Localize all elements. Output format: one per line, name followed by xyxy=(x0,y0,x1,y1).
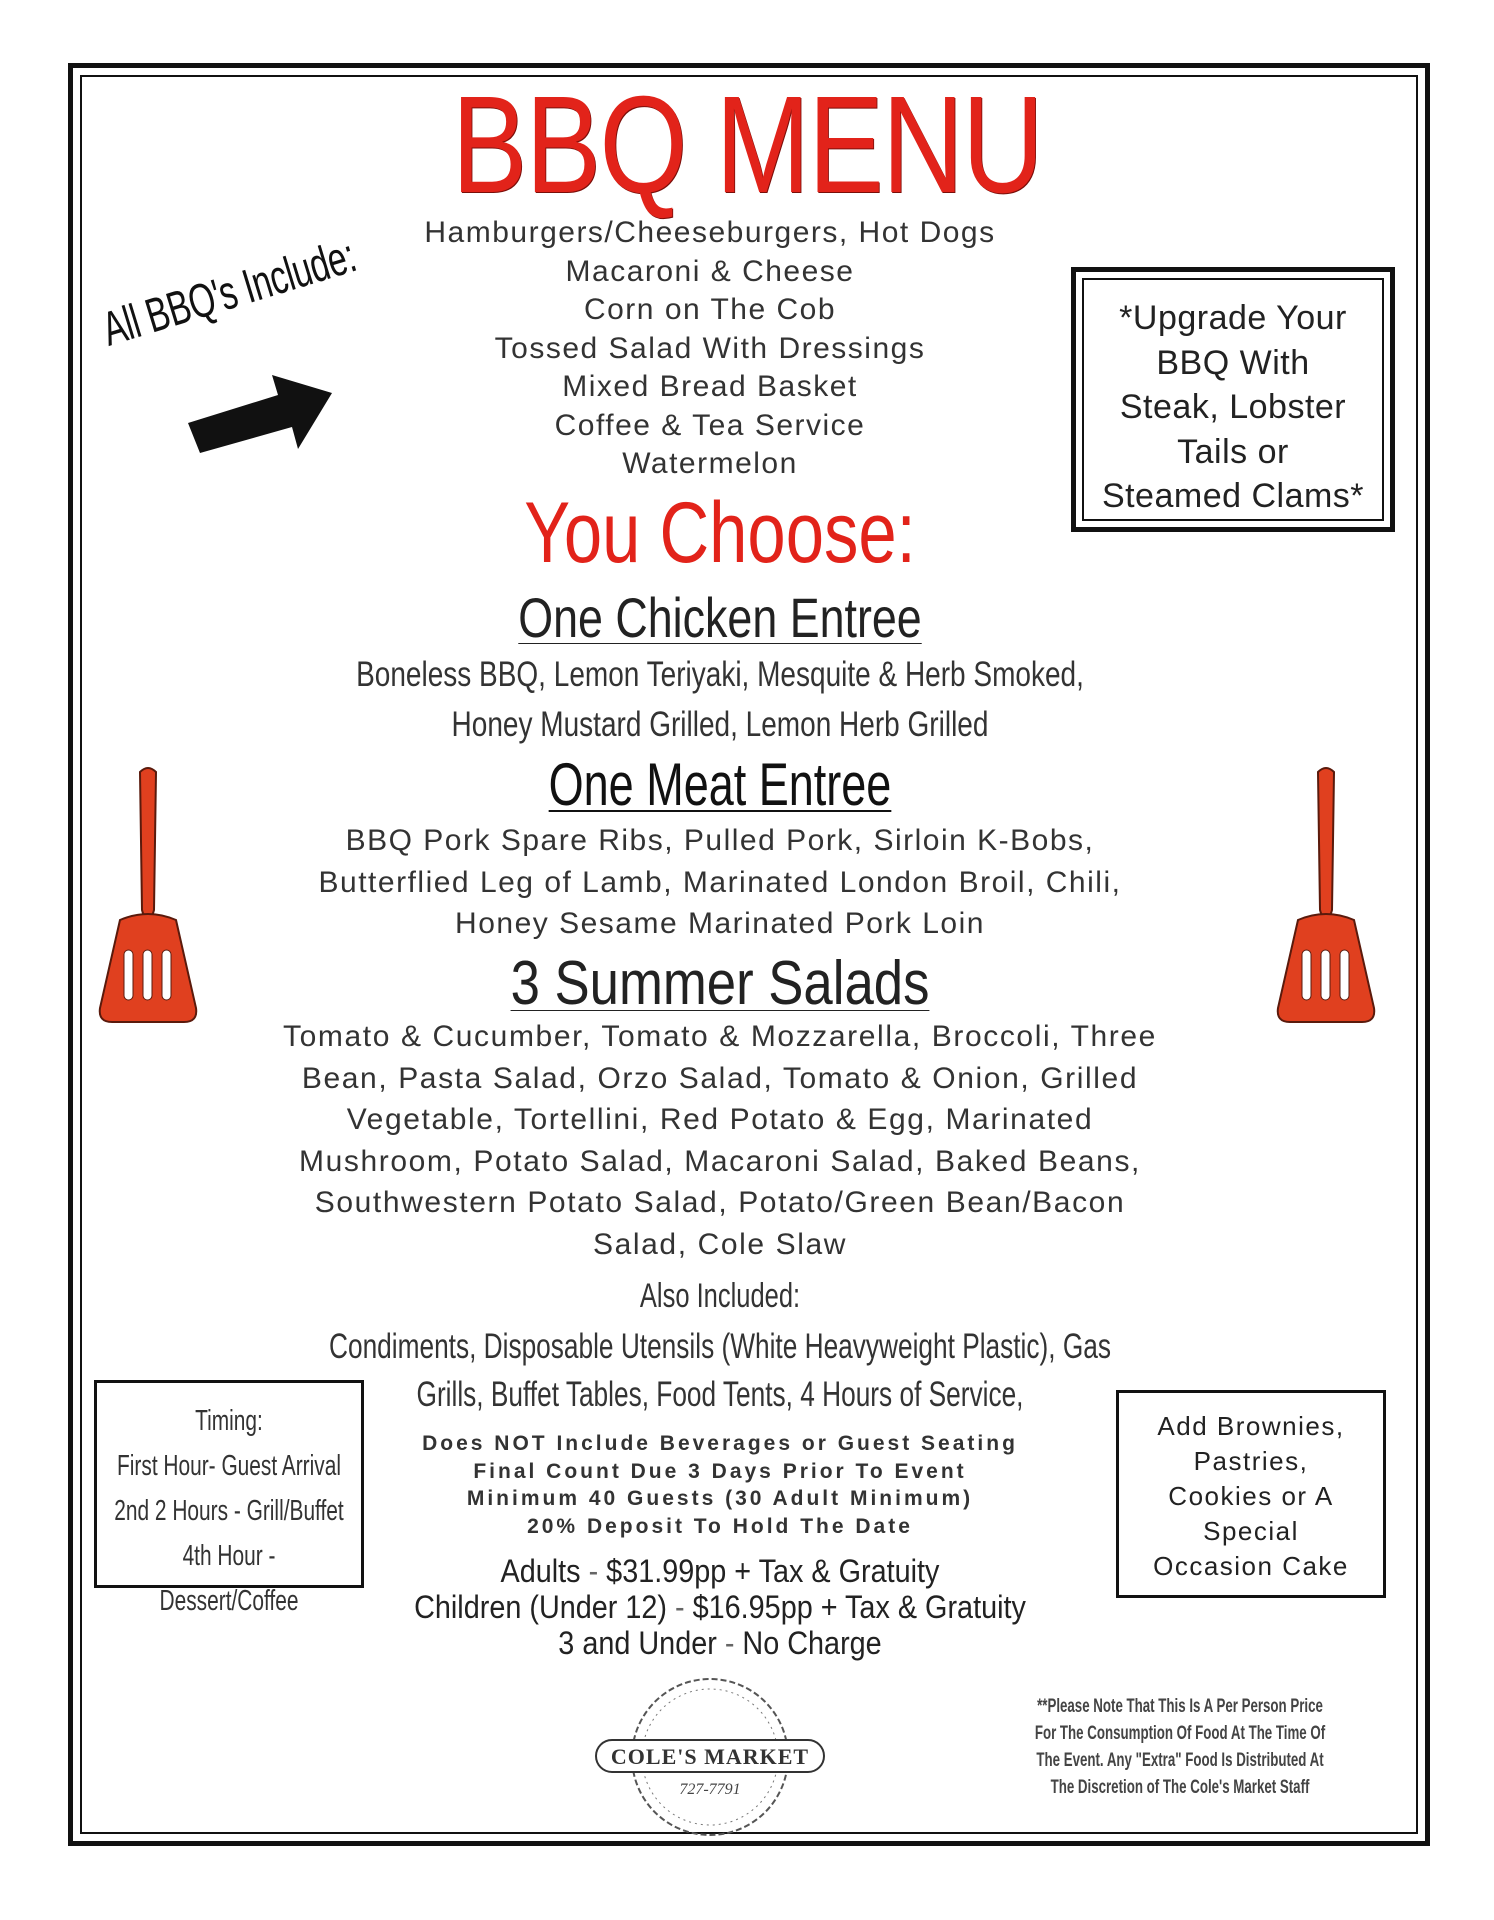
upgrade-line: Tails or xyxy=(1177,432,1289,471)
upgrade-line: Steak, Lobster xyxy=(1119,388,1347,426)
timing-line: First Hour- Guest Arrival xyxy=(117,1450,341,1482)
upgrade-line: BBQ With xyxy=(1156,343,1310,382)
include-item: Corn on The Cob xyxy=(583,293,837,326)
include-item: Macaroni & Cheese xyxy=(565,254,855,288)
salads-line: Mushroom, Potato Salad, Macaroni Salad, Baked Beans, xyxy=(299,1144,1141,1178)
timing-box xyxy=(94,1380,364,1617)
salads-line: Tomato & Cucumber, Tomato & Mozzarella, Broccoli, Three xyxy=(283,1020,1157,1053)
salads-line: Salad, Cole Slaw xyxy=(592,1227,848,1261)
separator: - xyxy=(588,1553,599,1589)
include-item: Coffee & Tea Service xyxy=(554,408,866,442)
logo-phone: 727-7791 xyxy=(679,1781,741,1798)
meat-options xyxy=(0,820,1440,945)
separator: - xyxy=(675,1589,685,1625)
upgrade-line: *Upgrade Your xyxy=(1119,299,1347,337)
menu-title: BBQ MENU xyxy=(451,68,1043,222)
note-line: The Event. Any "Extra" Food Is Distributed At xyxy=(1036,1750,1324,1771)
includes-list xyxy=(340,214,1080,484)
under3-value: No Charge xyxy=(742,1625,882,1661)
timing-title: Timing: xyxy=(195,1405,263,1437)
under3-label: 3 and Under xyxy=(558,1625,717,1661)
pricing-note xyxy=(1033,1693,1327,1801)
meat-line: Honey Sesame Marinated Pork Loin xyxy=(455,907,985,940)
store-stamp-logo xyxy=(590,1672,830,1842)
chicken-line: Honey Mustard Grilled, Lemon Herb Grilled xyxy=(451,705,989,744)
fine-print-line: 20% Deposit To Hold The Date xyxy=(527,1514,913,1538)
add-on-line: Occasion Cake xyxy=(1153,1551,1349,1581)
salads-line: Bean, Pasta Salad, Orzo Salad, Tomato & Onion, Grilled xyxy=(301,1061,1139,1095)
salads-heading: 3 Summer Salads xyxy=(510,949,930,1018)
chicken-options xyxy=(144,650,1296,750)
logo-name: COLE'S MARKET xyxy=(610,1744,810,1769)
children-price: $16.95 xyxy=(692,1589,781,1625)
meat-line: BBQ Pork Spare Ribs, Pulled Pork, Sirloin K-Bobs, xyxy=(345,824,1095,857)
add-on-line: Cookies or A xyxy=(1168,1481,1334,1511)
add-ons-box xyxy=(1116,1390,1386,1598)
note-line: **Please Note That This Is A Per Person Price xyxy=(1037,1696,1323,1717)
under3-price-row xyxy=(72,1625,1368,1661)
add-on-line: Special xyxy=(1203,1516,1299,1546)
adults-label: Adults xyxy=(500,1553,581,1589)
adults-price: $31.99 xyxy=(606,1553,695,1589)
separator: - xyxy=(724,1625,735,1661)
include-item: Hamburgers/Cheeseburgers, Hot Dogs xyxy=(424,216,996,249)
include-item: Watermelon xyxy=(622,447,798,480)
also-included-line: Grills, Buffet Tables, Food Tents, 4 Hours of Service, xyxy=(416,1375,1024,1414)
chicken-heading: One Chicken Entree xyxy=(518,586,922,649)
note-line: For The Consumption Of Food At The Time Of xyxy=(1034,1723,1326,1744)
note-line: The Discretion of The Cole's Market Staff xyxy=(1050,1777,1310,1798)
salads-line: Southwestern Potato Salad, Potato/Green Bean/Bacon xyxy=(314,1186,1126,1219)
children-suffix: pp + Tax & Gratuity xyxy=(780,1589,1026,1625)
meat-line: Butterflied Leg of Lamb, Marinated London Broil, Chili, xyxy=(318,865,1122,899)
fine-print-line: Final Count Due 3 Days Prior To Event xyxy=(473,1459,967,1483)
timing-line: 4th Hour - Dessert/Coffee xyxy=(159,1540,299,1617)
chicken-line: Boneless BBQ, Lemon Teriyaki, Mesquite & Herb Smoked, xyxy=(356,655,1084,694)
meat-heading: One Meat Entree xyxy=(548,751,892,818)
also-included-line: Condiments, Disposable Utensils (White Heavyweight Plastic), Gas xyxy=(329,1327,1111,1366)
fine-print-line: Minimum 40 Guests (30 Adult Minimum) xyxy=(466,1487,974,1510)
salads-options xyxy=(0,1016,1440,1265)
adults-suffix: pp + Tax & Gratuity xyxy=(694,1553,940,1589)
includes-label: All BBQ's Include: xyxy=(96,229,362,357)
include-item: Tossed Salad With Dressings xyxy=(494,331,926,365)
timing-line: 2nd 2 Hours - Grill/Buffet xyxy=(114,1495,344,1527)
add-on-line: Pastries, xyxy=(1193,1446,1309,1476)
add-on-line: Add Brownies, xyxy=(1157,1411,1345,1441)
upgrade-line: Steamed Clams* xyxy=(1101,477,1365,515)
children-label: Children (Under 12) xyxy=(414,1589,668,1625)
salads-line: Vegetable, Tortellini, Red Potato & Egg, Marinated xyxy=(346,1103,1094,1136)
include-item: Mixed Bread Basket xyxy=(562,370,858,403)
right-arrow-icon xyxy=(180,365,340,465)
fine-print-line: Does NOT Include Beverages or Guest Seating xyxy=(422,1432,1018,1455)
also-included-label: Also Included: xyxy=(639,1277,801,1315)
you-choose-heading: You Choose: xyxy=(524,485,916,581)
